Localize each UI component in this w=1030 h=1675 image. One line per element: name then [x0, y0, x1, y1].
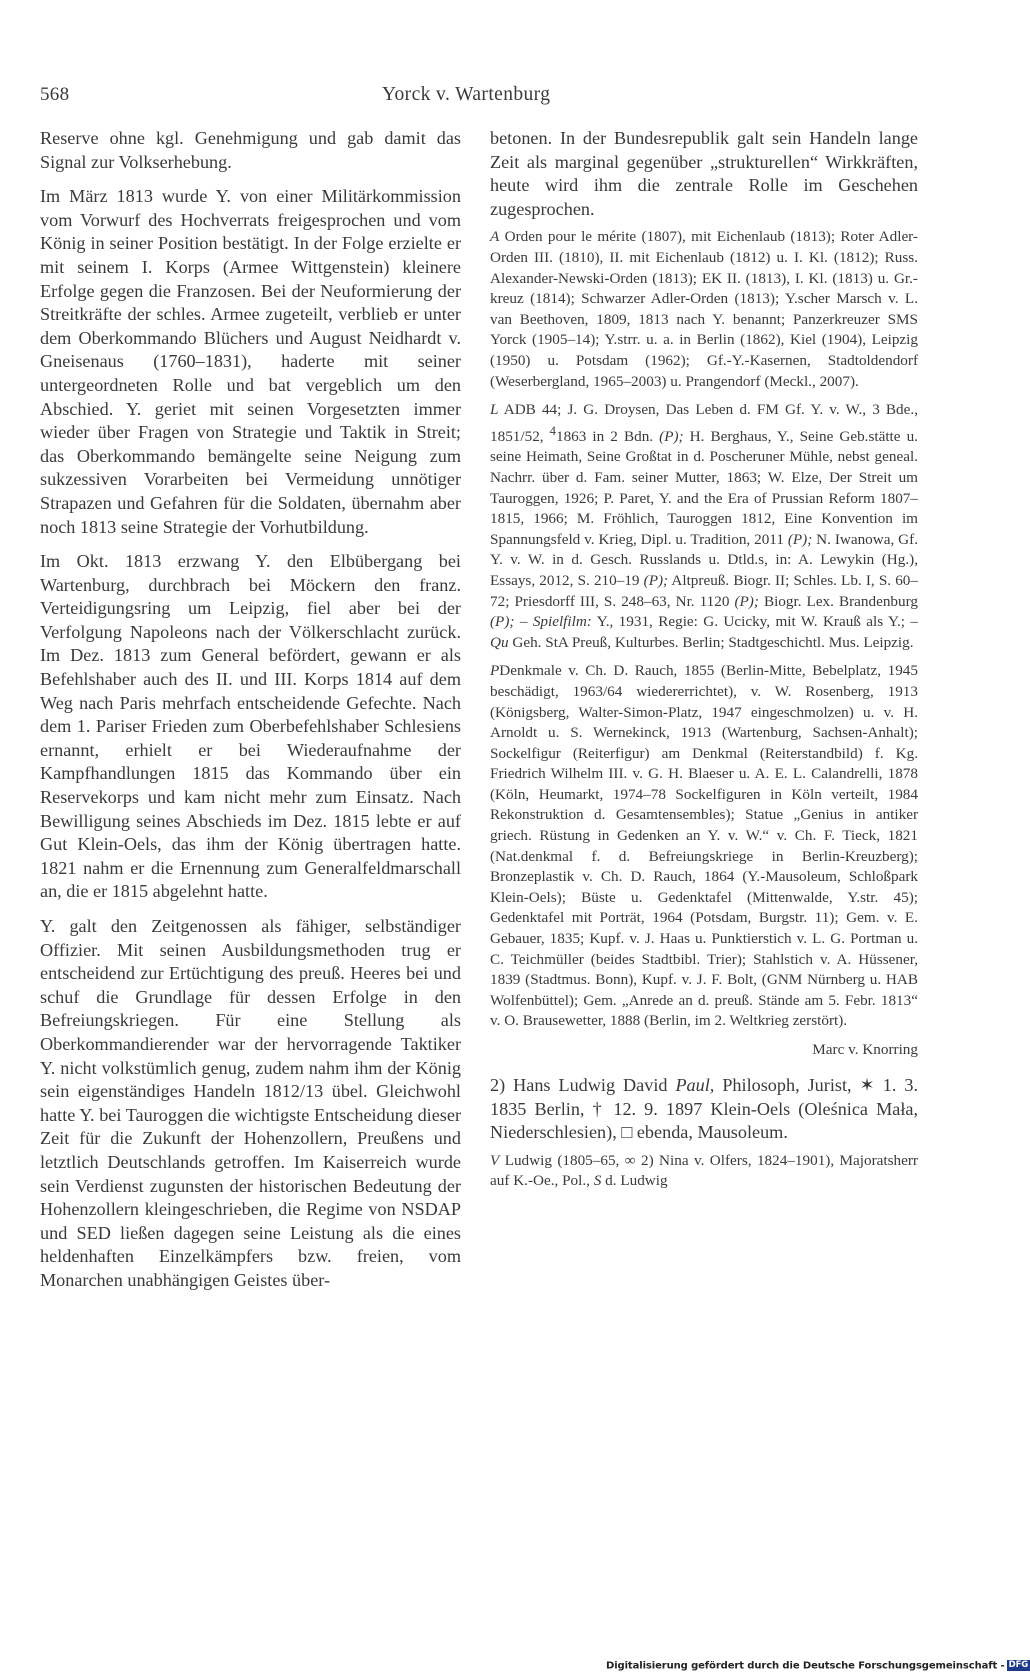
author-signature: Marc v. Knorring	[812, 1041, 918, 1058]
family-section	[490, 1151, 918, 1192]
running-title: Yorck v. Wartenburg	[382, 84, 551, 105]
siglum: V	[490, 1151, 500, 1169]
paragraph: Im Okt. 1813 erzwang Y. den Elbübergang bei Wartenburg, durchbrach bei Möckern den franz. Verteidigungsring um Leipzig, fiel aber bei der Verfolgung Napoleons nach der Völkerschlacht zurück. Im Dez. 1813 zum General befördert, gewann er als Befehlshaber auch des II. und III. Korps 1814 auf dem Weg nach Paris mehrfach entscheidende Gefechte. Nach dem 1. Pariser Frieden zum Oberbefehlshaber Schlesiens ernannt, erhielt er bei Wiederaufnahme der Kampfhandlungen 1815 das Kommando über ein Reservekorps und kam nicht mehr zum Einsatz. Nach Bewilligung seines Abschieds im Dez. 1815 lebte er auf Gut Klein-Oels, das ihm der König übertragen hatte. 1821 nahm er die Ernennung zum Generalfeldmarschall an, die er 1815 abgelehnt hatte.	[40, 551, 461, 902]
entry-heading	[490, 1074, 918, 1145]
honors-text: Orden pour le mérite (1807), mit Eichenlaub (1813); Roter Adler-Orden III. (1810), II. mit Eichenlaub (1812) u. I. Kl. (1812); Russ. Alexander-Newski-Orden (1813); EK II. (1813), I. Kl. (1813) u. Gr.-kreuz (1814); Schwarzer Adler-Orden (1813); Y.scher Marsch v. L. van Beethoven, 1809, 1813 nach Y. benannt; Panzerkreuzer SMS Yorck (1905–14); Y.strr. u. a. in Berlin (1862), Kiel (1904), Leipzig (1950) u. Potsdam (1962); Gf.-Y.-Kasernen, Stadtoldendorf (Weserbergland, 1965–2003) u. Prangendorf (Meckl., 2007).	[490, 228, 918, 390]
paragraph: betonen. In der Bundesrepublik galt sein Handeln lange Zeit als marginal gegenüber „strukturellen“ Wirkkräften, heute wird ihm die zentrale Rolle im Geschehen zugesprochen.	[490, 128, 918, 219]
siglum: L	[490, 401, 499, 419]
right-column	[490, 127, 918, 1200]
family-text: Ludwig (1805–65,	[499, 1151, 625, 1169]
siglum: A	[490, 228, 500, 246]
sources-siglum: Qu	[490, 633, 509, 651]
family-text: d. Ludwig	[601, 1172, 668, 1190]
literature-text: N. Iwanowa, Gf. Y. v. W. in d. Gesch. Russlands u. Dtld.s, in: A. Lewykin (Hg.), Essays, 2012, S. 210–19	[490, 530, 918, 589]
page-number: 568	[40, 84, 70, 105]
portrait-marker: (P);	[734, 592, 759, 610]
literature-text: 1863 in 2 Bdn.	[555, 427, 660, 445]
literature-text: ADB 44; J. G. Droysen, Das Leben d. FM Gf. Y. v. W., 3 Bde., 1851/52,	[490, 401, 918, 445]
credit-text: Digitalisierung gefördert durch die Deutsche Forschungsgemeinschaft -	[606, 1660, 1005, 1672]
literature-section	[490, 400, 918, 653]
portrait-marker: (P);	[659, 427, 684, 445]
paragraph: Y. galt den Zeitgenossen als fähiger, selbständiger Offizier. Mit seinen Ausbildungsmethoden trug er entscheidend zur Ertüchtigung des preuß. Heeres bei und schuf die Grundlage für dessen Erfolge in den Befreiungskriegen. Für eine Stellung als Oberkommandierender war der hervorragende Taktiker Y. nicht volkstümlich genug, zudem nahm ihm der König sein eigenständiges Handeln 1812/13 übel. Gleichwohl hatte Y. bei Tauroggen die wichtigste Entscheidung dieser Zeit für die Zukunft der Hohenzollern, Preußens und letztlich Deutschlands getroffen. Im Kaiserreich wurde sein Verdienst zugunsten der historischen Bedeutung der Hohenzollern kleingeschrieben, die Regime von NSDAP und SED ließen dagegen seine Leistung als die eines heldenhaften Einzelkämpfers bzw. freien, vom Monarchen unabhängigen Geistes über-	[40, 916, 461, 1290]
siglum: S	[593, 1172, 602, 1190]
paragraph: Im März 1813 wurde Y. von einer Militärkommission vom Vorwurf des Hochverrats freigesprochen und vom König in seiner Position bestätigt. In der Folge erzielte er mit seinem I. Korps (Armee Wittgenstein) kleinere Erfolge gegen die Franzosen. Bei der Neuformierung der Streitkräfte der schles. Armee zugeteilt, verblieb er unter dem Oberkommando Blüchers und August Neidhardt v. Gneisenaus (1760–1831), haderte mit seiner untergeordneten Rolle und bat vergeblich um den Abschied. Y. geriet mit seinen Vorgesetzten immer wieder über Fragen von Strategie und Taktik in Streit; das Oberkommando bemängelte seine Neigung zum sukzessiven Vorarbeiten bei Vermeidung unnötiger Strapazen und Gefahren für die Soldaten, übernahm aber noch 1813 seine Strategie der Vorhutbildung.	[40, 186, 461, 537]
literature-text: Altpreuß. Biogr. II; Schles. Lb. I, S. 60–72; Priesdorff III, S. 248–63, Nr. 1120	[490, 571, 918, 610]
siglum: P	[490, 662, 500, 680]
paragraph: Reserve ohne kgl. Genehmigung und gab damit das Signal zur Volkserhebung.	[40, 128, 461, 172]
edition-superscript: 4	[549, 423, 556, 438]
literature-text: H. Berghaus, Y., Seine Geb.stätte u. seine Heimath, Seine Großtat in d. Poscheruner Mühle, nebst geneal. Nachrr. über d. Fam. seiner Mutter, 1863; W. Elze, Der Streit um Tauroggen, 1926; P. Paret, Y. and the Era of Prussian Reform 1807–1815, 1966; M. Fröhlich, Tauroggen 1812, Eine Konvention im Spannungsfeld v. Krieg, Dipl. u. Tradition, 2011	[490, 427, 918, 548]
entry-text: Philosoph, Jurist,	[714, 1075, 860, 1095]
literature-text: Y., 1931, Regie: G. Ucicky, mit W. Krauß als Y.; –	[591, 613, 918, 631]
entry-text: 1. 3. 1835 Berlin,	[490, 1075, 918, 1119]
entry-text: ebenda, Mausoleum.	[632, 1122, 788, 1143]
birth-icon: ✶	[859, 1075, 875, 1095]
marriage-icon: ∞	[624, 1151, 636, 1169]
literature-text: Biogr. Lex. Brandenburg	[758, 592, 918, 610]
honors-section	[490, 227, 918, 392]
portraits-text: Denkmale v. Ch. D. Rauch, 1855 (Berlin-Mitte, Bebelplatz, 1945 beschädigt, 1963/64 wiedererrichtet), v. W. Rosenberg, 1913 (Königsberg, Walter-Simon-Platz, 1947 eingeschmolzen) u. v. H. Arnoldt u. S. Wernekinck, 1913 (Wartenburg, Sachsen-Anhalt); Sockelfigur (Reiterfigur) am Denkmal (Reiterstandbild) f. Kg. Friedrich Wilhelm III. v. G. H. Blaeser u. A. E. L. Calandrelli, 1878 (Köln, Heumarkt, 1974–78 Sockelfiguren in Köln verteilt, 1984 Rekonstruktion d. Gesamtensembles); Statue „Genius in antiker griech. Rüstung in Gedenken an Y. v. W.“ v. Ch. F. Tieck, 1821 (Nat.denkmal f. d. Befreiungskriege in Berlin-Kreuzberg); Bronzeplastik v. Ch. D. Rauch, 1864 (Y.-Mausoleum, Schloßpark Klein-Oels); Büste u. Gedenktafel (Mittenwalde, Y.str. 45); Gedenktafel mit Porträt, 1964 (Potsdam, Burgstr. 11); Gem. v. E. Gebauer, 1835; Kupf. v. J. Haas u. Punktierstich v. L. G. Portman u. C. Teichmüller (beides Stadtbibl. Trier); Stahlstich v. A. Hüssener, 1839 (Stadtmus. Bonn), Kupf. v. J. F. Bolt, (GNM Nürnberg u. HAB Wolfenbüttel); Gem. „Anrede an d. preuß. Stände am 5. Febr. 1813“ v. O. Brausewetter, 1888 (Berlin, im 2. Weltkrieg zerstört).	[490, 662, 918, 1030]
portraits-section	[490, 661, 918, 1032]
entry-name: Paul,	[675, 1075, 715, 1095]
literature-text: Geh. StA Preuß, Kulturbes. Berlin; Stadtgeschichtl. Mus. Leipzig.	[508, 633, 914, 651]
dfg-logo: DFG	[1008, 1660, 1029, 1670]
portrait-marker: (P);	[643, 571, 669, 589]
death-icon: †	[592, 1098, 606, 1119]
portrait-marker: (P); – Spielfilm:	[490, 613, 592, 631]
left-column	[40, 127, 461, 1304]
entry-number: 2) Hans Ludwig David	[490, 1075, 676, 1095]
digitization-credit	[606, 1660, 1030, 1672]
family-text: 2) Nina v. Olfers, 1824–1901), Majoratsherr auf K.-Oe., Pol.,	[490, 1151, 918, 1190]
burial-icon: □	[621, 1122, 633, 1143]
portrait-marker: (P);	[787, 530, 813, 548]
entry-text: 12. 9. 1897 Klein-Oels (Oleśnica Mała, Niederschlesien),	[490, 1098, 919, 1143]
